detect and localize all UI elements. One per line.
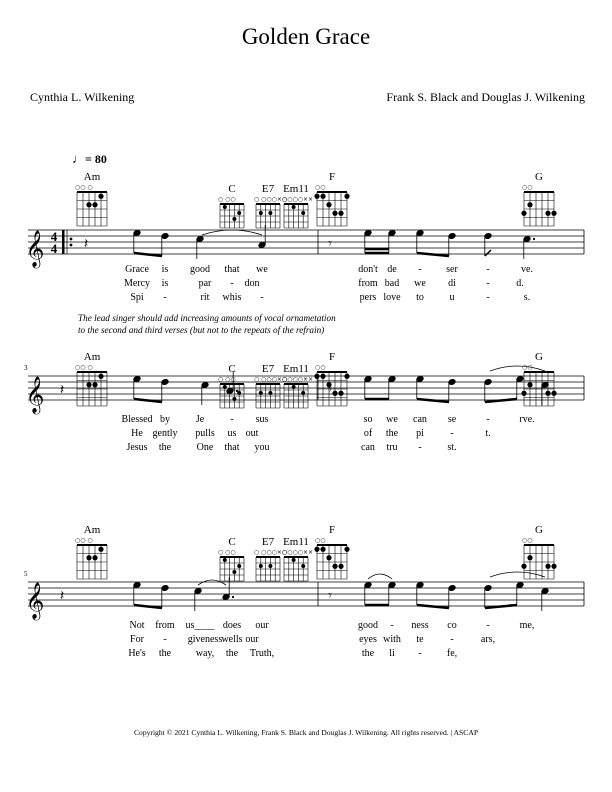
chord-diagram-em11 <box>282 536 313 581</box>
lyric-syllable: that <box>224 442 240 453</box>
string-markers: ○○○○×× <box>282 549 313 556</box>
treble-clef-icon: 𝄞 <box>25 581 45 619</box>
dot <box>236 390 238 392</box>
chord-name: F <box>328 524 336 536</box>
copyright-notice: Copyright © 2021 Cynthia L. Wilkening, Frank S. Black and Douglas J. Wilkening. All rights reserved. | ASCAP <box>133 728 479 737</box>
chord-dot <box>259 564 263 568</box>
lyric-syllable: rve. <box>519 414 535 425</box>
lyric-syllable: For <box>130 634 144 645</box>
chord-dot <box>292 558 296 562</box>
chord-dot <box>232 570 236 574</box>
chord-dot <box>98 194 103 199</box>
string-markers: ○○ <box>522 364 533 371</box>
lyric-syllable: wells <box>221 634 243 645</box>
lyric-syllable: the <box>361 648 375 659</box>
lyric-syllable: we <box>414 278 426 289</box>
lyric-syllable: bad <box>384 278 400 289</box>
string-markers: ○ ○○ <box>218 196 236 203</box>
repeat-dot <box>70 244 73 247</box>
tie-slur <box>490 572 545 577</box>
eighth-rest-icon: 𝄾 <box>328 382 332 398</box>
dot <box>232 596 234 598</box>
chord-dot <box>98 547 103 552</box>
quarter-rest-icon: 𝄽 <box>59 382 65 398</box>
chord-dot <box>338 391 343 396</box>
lyric-syllable: tru <box>386 442 398 453</box>
lyric-syllable: gently <box>152 428 178 439</box>
lyric-syllable: is <box>161 264 169 275</box>
measure-number: 3 <box>24 364 28 372</box>
note-beam <box>417 399 449 402</box>
chord-dot <box>92 202 97 207</box>
chord-name: G <box>535 524 543 536</box>
chord-dot <box>92 555 97 560</box>
lyric-syllable: par <box>198 278 212 289</box>
string-markers: ○ ○○○×○ <box>254 549 288 556</box>
chord-dot <box>301 211 305 215</box>
chord-dot <box>527 382 532 387</box>
chord-name: Am <box>83 524 101 536</box>
chord-dot <box>223 558 227 562</box>
lyric-syllable: of <box>363 428 373 439</box>
lyric-syllable: - <box>230 414 234 425</box>
lyric-syllable: we <box>386 414 398 425</box>
lyric-syllable: from <box>358 278 378 289</box>
string-markers: ○○ <box>522 537 533 544</box>
string-markers: ○○ <box>522 184 533 191</box>
note-flag <box>485 250 491 256</box>
chord-diagram-am <box>75 524 107 579</box>
lyric-syllable: way, <box>195 648 215 659</box>
lyric-syllable: - <box>418 264 422 275</box>
chord-dot <box>338 211 343 216</box>
lyric-syllable: - <box>230 278 234 289</box>
lyric-syllable: de <box>387 264 397 275</box>
chord-dot <box>332 391 337 396</box>
lyric-syllable: us____ <box>185 620 215 631</box>
note-beam <box>485 605 517 608</box>
chord-dot <box>545 211 550 216</box>
string-markers: ○○ ○ <box>75 184 93 191</box>
chord-diagram-am <box>75 351 107 406</box>
lyric-syllable: to <box>416 292 424 303</box>
lyricist-credit: Cynthia L. Wilkening <box>30 90 135 104</box>
lyric-syllable: li <box>389 648 395 659</box>
lyric-syllable: don <box>244 278 260 289</box>
lyric-syllable: te <box>416 634 424 645</box>
lyric-syllable: out <box>245 428 259 439</box>
lyric-syllable: - <box>486 414 490 425</box>
chord-dot <box>551 211 556 216</box>
chord-dot <box>326 555 331 560</box>
chord-dot <box>268 211 272 215</box>
lyric-syllable: ness <box>411 620 429 631</box>
chord-dot <box>344 194 349 199</box>
chord-dot <box>86 382 91 387</box>
lyric-syllable: can <box>361 442 375 453</box>
lyric-syllable: t. <box>485 428 491 439</box>
eighth-rest-icon: 𝄾 <box>328 588 332 604</box>
chord-dot <box>527 202 532 207</box>
lyric-syllable: giveness <box>187 634 223 645</box>
string-markers: ○ ○○ <box>218 549 236 556</box>
chord-name: G <box>535 171 543 183</box>
lyric-syllable: One <box>196 442 214 453</box>
lyric-syllable: ve. <box>521 264 533 275</box>
chord-dot <box>551 391 556 396</box>
string-markers: ○ ○○○×○ <box>254 376 288 383</box>
lyric-syllable: - <box>486 292 490 303</box>
lyric-syllable: se <box>447 414 457 425</box>
chord-diagram-g <box>521 171 556 226</box>
lyric-syllable: ars, <box>480 634 496 645</box>
note-beam <box>134 399 162 402</box>
string-markers: ○○ ○ <box>75 364 93 371</box>
composer-credit: Frank S. Black and Douglas J. Wilkening <box>386 90 585 104</box>
lyric-syllable: - <box>390 620 394 631</box>
chord-diagram-g <box>521 524 556 579</box>
song-title: Golden Grace <box>241 24 371 49</box>
chord-diagram-c <box>218 183 244 228</box>
chord-name: Em11 <box>283 183 309 195</box>
chord-diagram-f <box>314 351 349 406</box>
lyric-syllable: by <box>160 414 170 425</box>
lyric-syllable: - <box>486 264 490 275</box>
lyric-syllable: us <box>227 428 237 439</box>
lyric-syllable: Spi <box>130 292 144 303</box>
lyric-syllable: the <box>225 648 239 659</box>
dot <box>533 238 535 240</box>
lyric-syllable: our <box>245 634 259 645</box>
quarter-note-icon: ♩ <box>72 151 85 166</box>
chord-dot <box>232 217 236 221</box>
lyric-syllable: from <box>155 620 175 631</box>
chord-dot <box>86 202 91 207</box>
chord-dot <box>268 391 272 395</box>
string-markers: ○○○○×× <box>282 196 313 203</box>
lyric-syllable: pi <box>416 428 424 439</box>
chord-dot <box>545 391 550 396</box>
chord-diagram-am <box>75 171 107 226</box>
staff-system <box>24 570 584 659</box>
chord-name: C <box>228 183 236 195</box>
time-signature-top: 4 <box>50 229 58 244</box>
chord-diagram-c <box>218 536 244 581</box>
lyric-syllable: He <box>131 428 143 439</box>
lyric-syllable: the <box>158 648 172 659</box>
lyric-syllable: ser <box>446 264 458 275</box>
chord-dot <box>92 382 97 387</box>
chord-name: Em11 <box>283 363 309 375</box>
note-beam <box>417 605 449 608</box>
chord-dot <box>259 211 263 215</box>
chord-dot <box>332 211 337 216</box>
repeat-dot <box>70 238 73 241</box>
lyric-syllable: u <box>449 292 455 303</box>
lyric-syllable: Grace <box>125 264 149 275</box>
lyric-syllable: the <box>385 428 399 439</box>
chord-dot <box>292 205 296 209</box>
chord-dot <box>338 564 343 569</box>
lyric-syllable: eyes <box>359 634 377 645</box>
chord-dot <box>320 547 325 552</box>
lyric-syllable: so <box>363 414 373 425</box>
chord-dot <box>237 564 241 568</box>
chord-name: Am <box>83 351 101 363</box>
treble-clef-icon: 𝄞 <box>25 375 45 413</box>
chord-name: G <box>535 351 543 363</box>
chord-dot <box>301 564 305 568</box>
string-markers: ○ ○○ <box>218 376 236 383</box>
tempo-value: = 80 <box>85 152 107 166</box>
chord-dot <box>301 391 305 395</box>
chord-dot <box>521 564 526 569</box>
chord-dot <box>521 391 526 396</box>
note-beam <box>134 253 162 256</box>
lyric-syllable: don't <box>358 264 378 275</box>
lyric-syllable: rit <box>200 292 210 303</box>
string-markers: ○○ <box>315 184 326 191</box>
chord-dot <box>259 391 263 395</box>
chord-dot <box>232 397 236 401</box>
chord-dot <box>314 547 319 552</box>
tie-slur <box>490 366 545 371</box>
chord-diagram-f <box>314 171 349 226</box>
chord-name: F <box>328 171 336 183</box>
lyric-syllable: st. <box>447 442 457 453</box>
lyric-syllable: fe, <box>446 648 458 659</box>
lyric-syllable: pulls <box>195 428 215 439</box>
lyric-syllable: the <box>158 442 172 453</box>
repeat-bar-thick <box>62 230 65 254</box>
lyric-syllable: we <box>256 264 268 275</box>
lyric-syllable: with <box>383 634 401 645</box>
lyric-syllable: can <box>413 414 427 425</box>
lyric-syllable: pers <box>359 292 377 303</box>
lyric-syllable: - <box>450 634 454 645</box>
string-markers: ○○ <box>315 364 326 371</box>
chord-dot <box>237 211 241 215</box>
chord-dot <box>551 564 556 569</box>
lyric-syllable: Jesus <box>126 442 148 453</box>
chord-name: F <box>328 351 336 363</box>
chord-diagram-g <box>521 351 556 406</box>
lyric-syllable: - <box>163 634 167 645</box>
note-beam <box>134 605 162 608</box>
chord-dot <box>320 194 325 199</box>
lyric-syllable: Mercy <box>123 278 151 289</box>
lyric-syllable: is <box>161 278 169 289</box>
lyric-syllable: sus <box>255 414 269 425</box>
lyric-syllable: s. <box>523 292 531 303</box>
lyric-syllable: Blessed <box>121 414 153 425</box>
lyric-syllable: me, <box>519 620 535 631</box>
lyric-syllable: co <box>447 620 457 631</box>
string-markers: ○○○○×× <box>282 376 313 383</box>
chord-dot <box>344 547 349 552</box>
lyric-syllable: - <box>486 620 490 631</box>
note-beam <box>417 253 449 256</box>
tie-slur <box>368 574 392 579</box>
lyric-syllable: does <box>222 620 242 631</box>
staff-system <box>26 225 584 303</box>
chord-name: Em11 <box>283 536 309 548</box>
chord-diagram-c <box>218 363 244 408</box>
instruction-line: to the second and third verses (but not to the repeats of the refrain) <box>78 325 325 335</box>
treble-clef-icon: 𝄞 <box>25 229 45 267</box>
lyric-syllable: - <box>450 428 454 439</box>
quarter-rest-icon: 𝄽 <box>59 588 65 604</box>
string-markers: ○ ○○○×○ <box>254 196 288 203</box>
tie-slur <box>202 230 262 235</box>
chord-name: E7 <box>261 363 275 375</box>
lyric-syllable: whis <box>222 292 242 303</box>
lyric-syllable: that <box>224 264 240 275</box>
time-signature-bottom: 4 <box>50 241 58 256</box>
chord-dot <box>223 385 227 389</box>
chord-dot <box>223 205 227 209</box>
chord-diagram-em11 <box>282 183 313 228</box>
lyric-syllable: Not <box>129 620 145 631</box>
chord-diagram-f <box>314 524 349 579</box>
instruction-line: The lead singer should add increasing amounts of vocal ornametation <box>78 313 336 323</box>
eighth-rest-icon: 𝄾 <box>328 236 332 252</box>
chord-dot <box>527 555 532 560</box>
chord-dot <box>521 211 526 216</box>
lyric-syllable: Je <box>195 414 205 425</box>
chord-name: Am <box>83 171 101 183</box>
lyric-syllable: di <box>448 278 456 289</box>
lyric-syllable: good <box>190 264 210 275</box>
lyric-syllable: - <box>163 292 167 303</box>
chord-diagram-em11 <box>282 363 313 408</box>
lyric-syllable: our <box>255 620 269 631</box>
string-markers: ○○ ○ <box>75 537 93 544</box>
lyric-syllable: d. <box>516 278 524 289</box>
measure-number: 5 <box>24 570 28 578</box>
quarter-rest-icon: 𝄽 <box>83 236 89 252</box>
lyric-syllable: - <box>486 278 490 289</box>
lyric-syllable: - <box>260 292 264 303</box>
lyric-syllable: - <box>418 442 422 453</box>
chord-name: E7 <box>261 183 275 195</box>
chord-dot <box>314 194 319 199</box>
chord-dot <box>332 564 337 569</box>
chord-dot <box>545 564 550 569</box>
string-markers: ○○ <box>315 537 326 544</box>
lyric-syllable: Truth, <box>249 648 275 659</box>
lyric-syllable: good <box>358 620 378 631</box>
chord-dot <box>86 555 91 560</box>
chord-name: C <box>228 363 236 375</box>
lyric-syllable: you <box>254 442 270 453</box>
lyric-syllable: He's <box>128 648 146 659</box>
chord-dot <box>268 564 272 568</box>
chord-dot <box>326 202 331 207</box>
chord-name: C <box>228 536 236 548</box>
chord-name: E7 <box>261 536 275 548</box>
lyric-syllable: love <box>383 292 401 303</box>
lyric-syllable: - <box>418 648 422 659</box>
note-beam <box>485 399 517 402</box>
chord-dot <box>292 385 296 389</box>
